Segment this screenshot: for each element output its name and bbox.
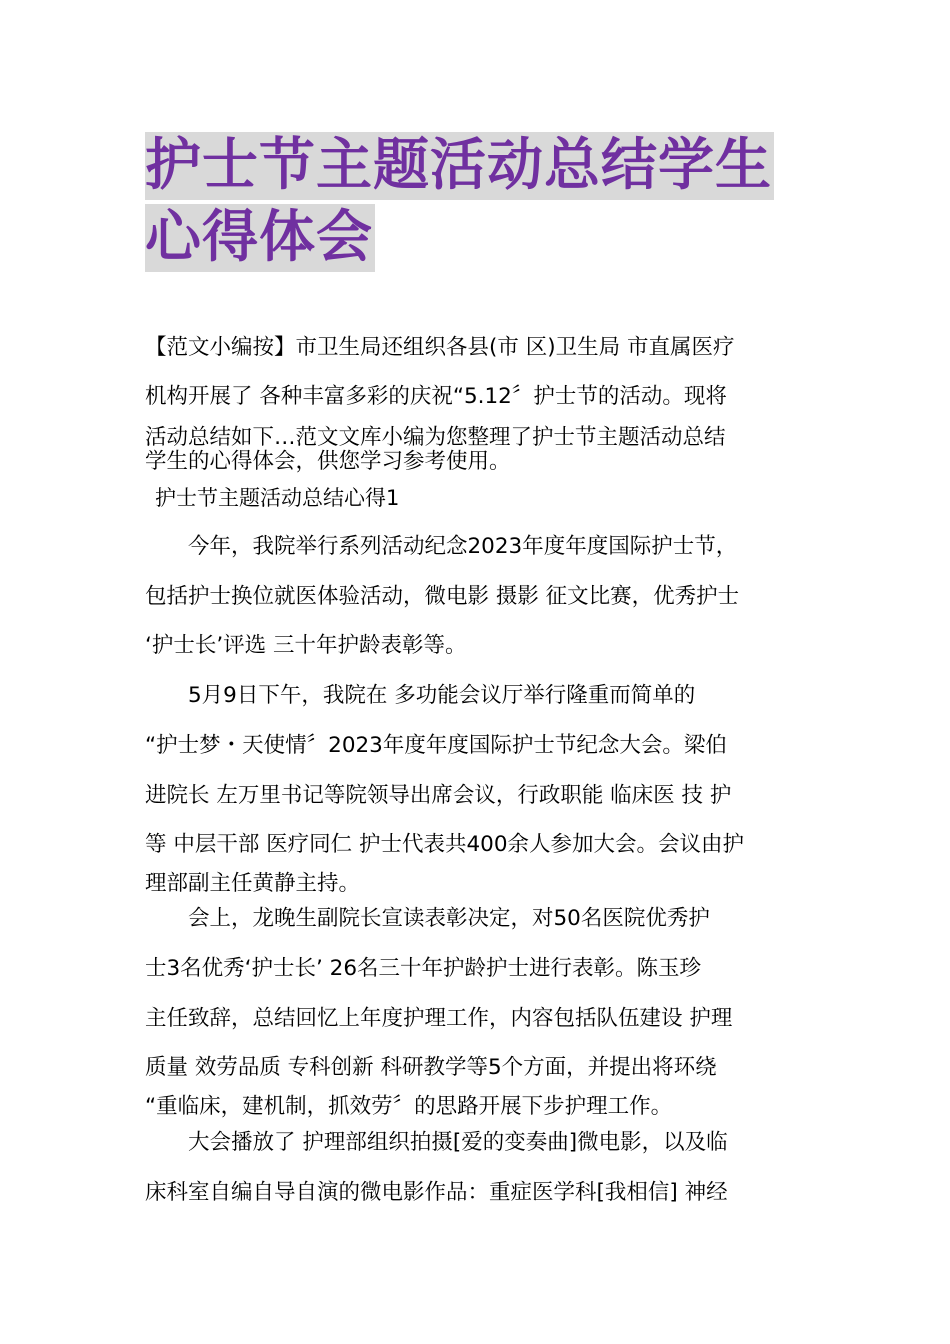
paragraph2-line-4: 等 中层干部 医疗同仁 护士代表共400余人参加大会。会议由护	[145, 832, 745, 857]
paragraph2-line-5: 理部副主任黄静主持。	[145, 871, 361, 896]
paragraph4-line-2: 床科室自编自导自演的微电影作品：重症医学科[我相信] 神经	[145, 1180, 728, 1205]
paragraph1-line-1: 今年，我院举行系列活动纪念2023年度年度国际护士节，	[145, 534, 738, 559]
document-title	[145, 132, 815, 276]
paragraph3-line-1: 会上，龙晚生副院长宣读表彰决定，对50名医院优秀护	[145, 906, 710, 931]
paragraph3-line-4: 质量 效劳品质 专科创新 科研教学等5个方面，并提出将环绕	[145, 1055, 717, 1080]
title-line-2: 心得体会	[145, 205, 373, 270]
paragraph1-line-3: ‘护士长’评选 三十年护龄表彰等。	[145, 633, 467, 658]
title-line-1: 护士节主题活动总结学生	[145, 133, 772, 198]
intro-line-4: 学生的心得体会，供您学习参考使用。	[145, 449, 511, 474]
intro-line-1: 【范文小编按】市卫生局还组织各县(市 区)卫生局 市直属医疗	[145, 335, 735, 360]
paragraph2-line-1: 5月9日下午，我院在 多功能会议厅举行隆重而简单的	[145, 683, 696, 708]
paragraph3-line-5: “重临床，建机制，抓效劳〞的思路开展下步护理工作。	[145, 1094, 673, 1119]
paragraph2-line-3: 进院长 左万里书记等院领导出席会议，行政职能 临床医 技 护	[145, 783, 732, 808]
paragraph1-line-2: 包括护士换位就医体验活动，微电影 摄影 征文比赛，优秀护士	[145, 584, 740, 609]
paragraph3-line-2: 士3名优秀‘护士长’ 26名三十年护龄护士进行表彰。陈玉珍	[145, 956, 702, 981]
section-heading: 护士节主题活动总结心得1	[155, 486, 400, 510]
paragraph3-line-3: 主任致辞，总结回忆上年度护理工作，内容包括队伍建设 护理	[145, 1006, 733, 1031]
intro-line-3: 活动总结如下…范文文库小编为您整理了护士节主题活动总结	[145, 425, 726, 450]
intro-line-2: 机构开展了 各种丰富多彩的庆祝“5.12〞护士节的活动。现将	[145, 384, 727, 409]
paragraph2-line-2: “护士梦・天使情〞2023年度年度国际护士节纪念大会。梁伯	[145, 733, 727, 758]
paragraph4-line-1: 大会播放了 护理部组织拍摄[爱的变奏曲]微电影，以及临	[145, 1130, 728, 1155]
